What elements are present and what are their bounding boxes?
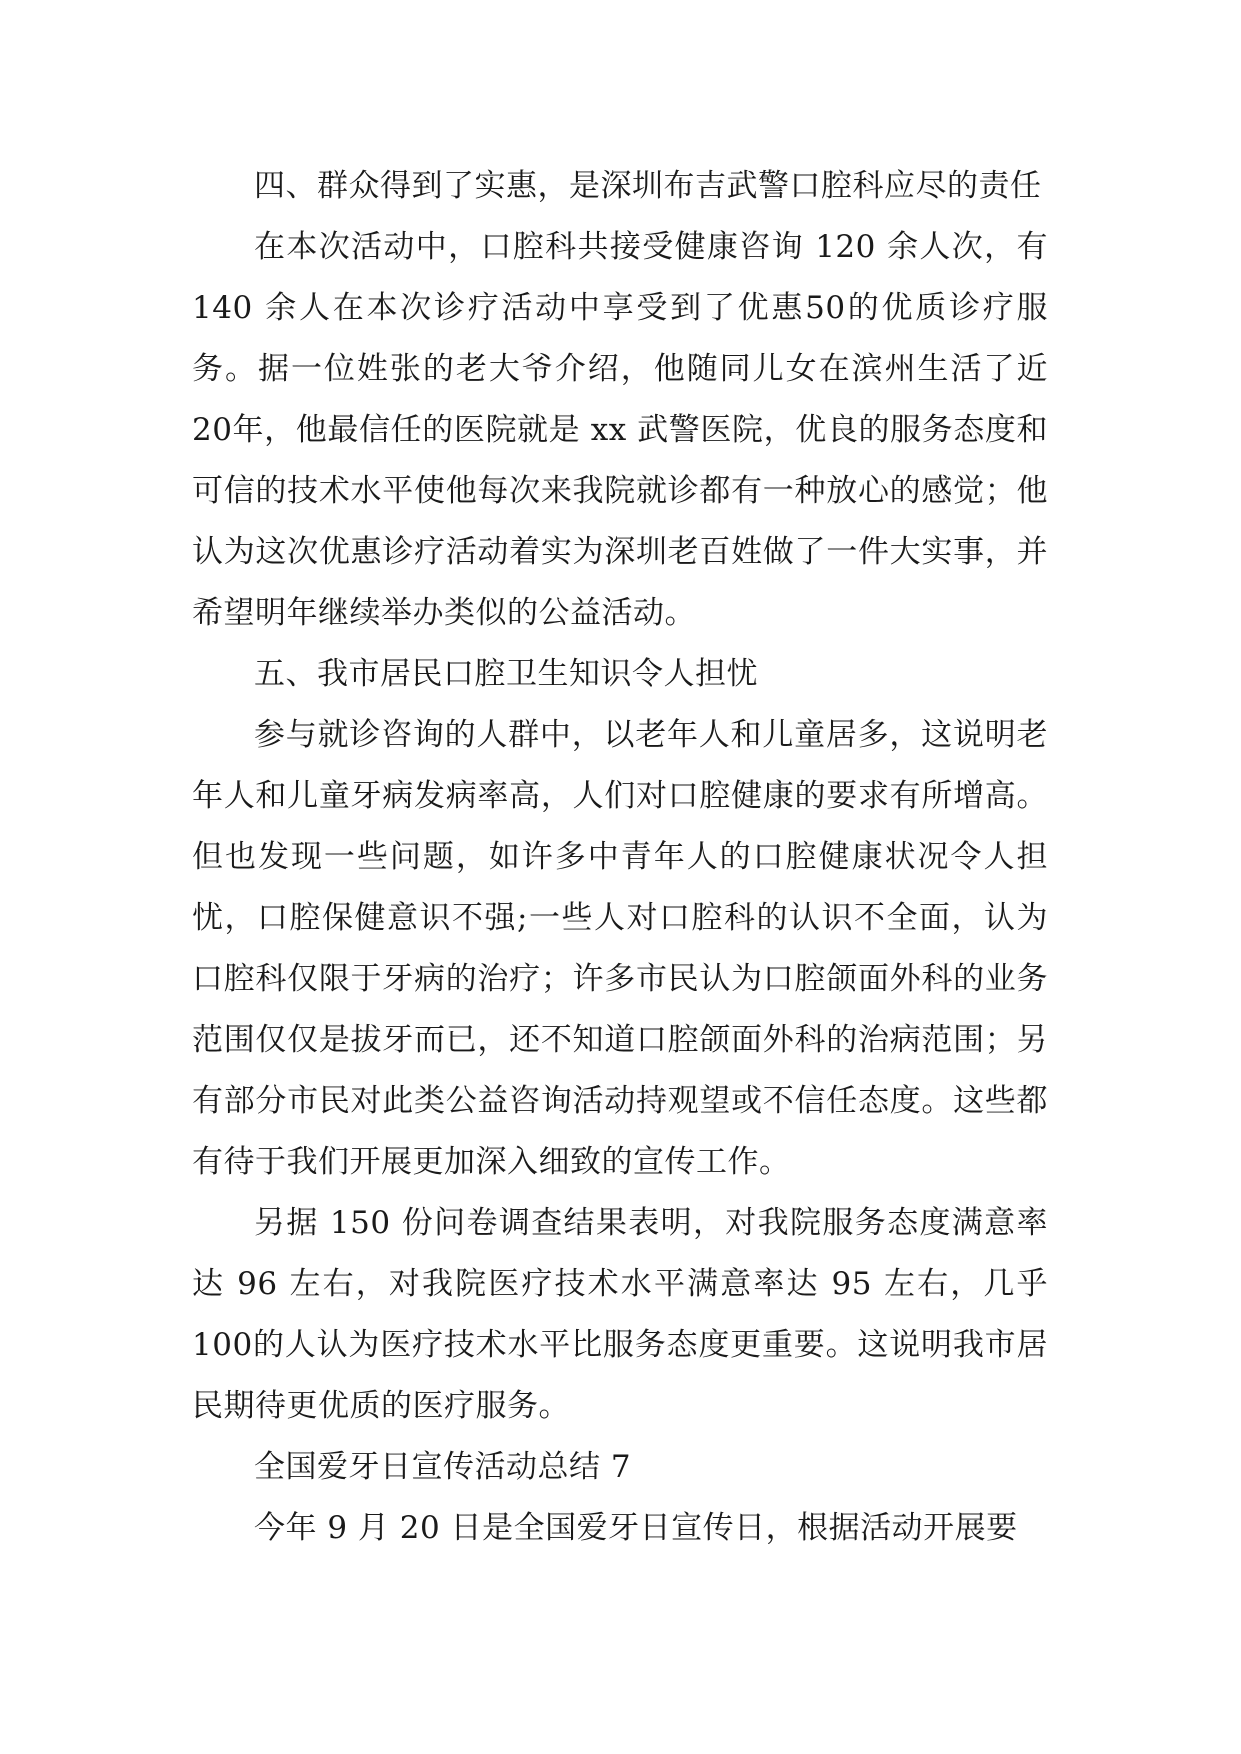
body-paragraph: 另据 150 份问卷调查结果表明，对我院服务态度满意率达 96 左右，对我院医疗技术水平满意率达 95 左右，几乎 100的人认为医疗技术水平比服务态度更重要。这说明我市居民期待更优质的医疗服务。 bbox=[192, 1205, 1048, 1424]
body-paragraph: 在本次活动中，口腔科共接受健康咨询 120 余人次，有140 余人在本次诊疗活动中享受到了优惠50的优质诊疗服务。据一位姓张的老大爷介绍，他随同儿女在滨州生活了近 20年，他最信任的医院就是 xx 武警医院，优良的服务态度和可信的技术水平使他每次来我院就诊都有一种放心的感觉；他认为这次优惠诊疗活动着实为深圳老百姓做了一件大实事，并希望明年继续举办类似的公益活动。 bbox=[192, 229, 1048, 631]
body-paragraph: 参与就诊咨询的人群中，以老年人和儿童居多，这说明老年人和儿童牙病发病率高，人们对口腔健康的要求有所增高。但也发现一些问题，如许多中青年人的口腔健康状况令人担忧，口腔保健意识不强;一些人对口腔科的认识不全面，认为口腔科仅限于牙病的治疗；许多市民认为口腔颌面外科的业务范围仅仅是拔牙而已，还不知道口腔颌面外科的治病范围；另有部分市民对此类公益咨询活动持观望或不信任态度。这些都有待于我们开展更加深入细致的宣传工作。 bbox=[192, 717, 1048, 1180]
section-heading-4: 四、群众得到了实惠，是深圳布吉武警口腔科应尽的责任 bbox=[254, 168, 1042, 204]
document-subtitle: 全国爱牙日宣传活动总结 7 bbox=[254, 1449, 632, 1485]
section-heading-5: 五、我市居民口腔卫生知识令人担忧 bbox=[254, 656, 758, 692]
body-paragraph: 今年 9 月 20 日是全国爱牙日宣传日，根据活动开展要 bbox=[254, 1510, 1018, 1546]
document-body bbox=[192, 156, 1048, 1559]
